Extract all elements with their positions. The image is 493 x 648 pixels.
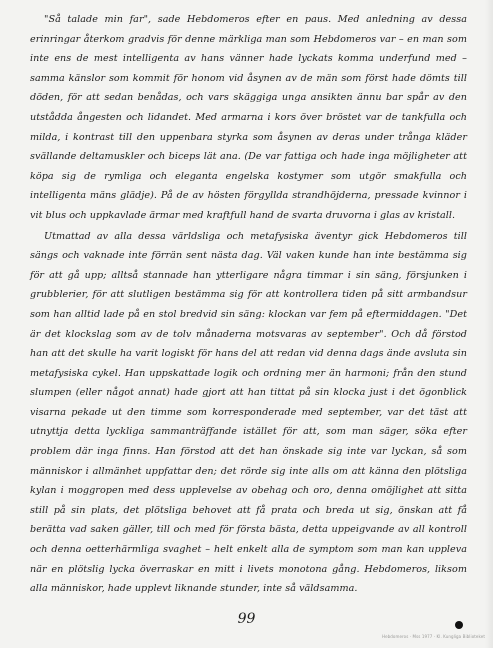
paragraph-1: "Så talade min far", sade Hebdomeros efter en paus. Med anledning av dessa erinringar återkom gradvis för denne märkliga man som Hebdomeros var – en man som inte ens de mest intelligenta av hans vänner hade lyckats komma underfund med – samma känslor som kommit för honom vid åsynen av de män som först hade dömts till döden, för att sedan benådas, och vars skäggiga unga ansikten ännu bar spår av den utstådda ångesten och lidandet. Med armarna i kors över bröstet var de tankfulla och milda, i kontrast till den uppenbara styrka som åsynen av deras under trånga kläder svällande deltamuskler och biceps lät ana. (De var fattiga och hade inga möjligheter att köpa sig de rymliga och eleganta engelska kostymer som utgör smakfulla och intelligenta mäns glädje). På de av hösten förgyllda strandhöjderna, pressade kvinnor i vit blus och uppkavlade ärmar med kraftfull hand de svarta druvorna i glas av kristall. [30, 14, 467, 221]
paragraph-2: Utmattad av alla dessa världsliga och metafysiska äventyr gick Hebdomeros till sängs och vaknade inte förrän sent nästa dag. Väl vaken kunde han inte bestämma sig för att gå upp; alltså stannade han ytterligare några timmar i sin säng, försjunken i grubblerier, för att slutligen bestämma sig för att kontrollera tiden på sitt armbandsur som han alltid lade på en stol bredvid sin säng: klockan var fem på eftermiddagen. "Det är det klockslag som av de tolv månaderna motsvaras av september". Och då förstod han att det skulle ha varit logiskt för hans del att redan vid denna dags ände avsluta sin metafysiska cykel. Han uppskattade logik och ordning mer än harmoni; från den stund slumpen (eller något annat) hade gjort att han tittat på sin klocka just i det ögonblick visarna pekade ut den timme som korresponderade med september, var det täst att utnyttja detta lyckliga sammanträffande istället för att, som man säger, söka efter problem där inga finns. Han förstod att det han önskade sig inte var lyckan, så som människor i allmänhet uppfattar den; det rörde sig inte alls om att känna den plötsliga kylan i moggropen med dess upplevelse av obehag och oro, denna omöjlighet att sitta still på sin plats, det plötsliga behovet att få prata och breda ut sig, önskan att få berätta vad saken gäller, till och med för första bästa, detta uppeigvande av all kontroll och denna oetterhärmliga svaghet – helt enkelt alla de symptom som man kan uppleva när en plötslig lycka överraskar en mitt i livets monotona gång. Hebdomeros, liksom alla människor, hade upplevt liknande stunder, inte så väldsamma. [30, 230, 467, 595]
ink-dot-mark [455, 621, 463, 629]
manuscript-text [30, 10, 467, 599]
archive-margin-note: Hebdomeros · Mss 1977 · Kl. Kungliga Biblioteket [381, 634, 485, 639]
page-number: 99 [237, 611, 256, 627]
page-edge-shadow [485, 0, 493, 648]
